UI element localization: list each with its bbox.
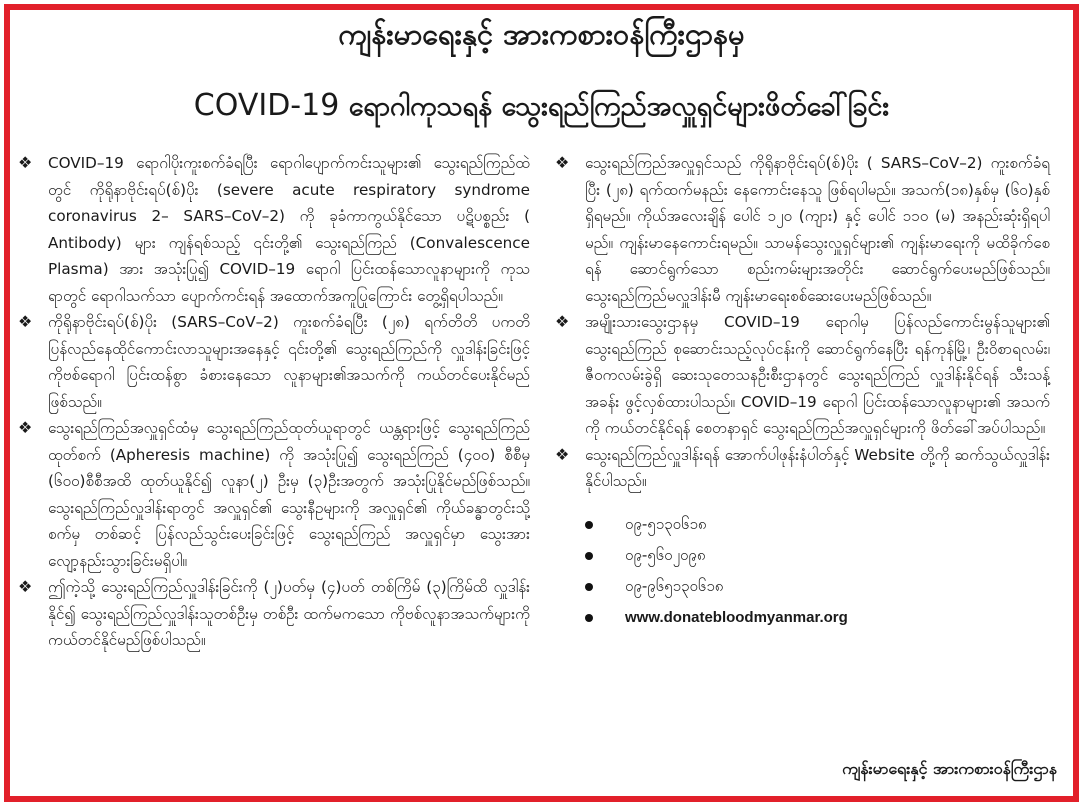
dot-bullet-icon — [585, 552, 593, 560]
diamond-bullet-icon: ❖ — [18, 577, 33, 596]
right-column — [555, 150, 1050, 633]
diamond-bullet-icon: ❖ — [555, 444, 570, 464]
diamond-bullet-icon: ❖ — [555, 153, 570, 172]
paragraph-item — [555, 309, 1050, 442]
paragraph-item — [18, 309, 530, 415]
paragraph-text: သွေးရည်ကြည်အလှူရှင်သည် ကိုရိုနာဗိုင်းရပ်(စ်)ပိုး ( SARS–CoV–2) ကူးစက်ခံရပြီး (၂၈) ရက်ထက်မနည်း နေကောင်းနေသူ ဖြစ်ရပါမည်။ အသက်(၁၈)နှစ်မှ (၆၀)နှစ် ရှိရမည်။ ကိုယ်အလေးချိန် ပေါင် ၁၂၀ (ကျား) နှင့် ပေါင် ၁၁၀ (မ) အနည်းဆုံးရှိရပါမည်။ ကျန်းမာနေကောင်းရမည်။ သာမန်သွေးလှူရှင်များ၏ ကျန်းမာရေးကို မထိခိုက်စေရန် ဆောင်ရွက်သော စည်းကမ်းများအတိုင်း ဆောင်ရွက်ပေးမည်ဖြစ်သည်။ သွေးရည်ကြည်မလှူဒါန်းမီ ကျန်းမာရေးစစ်ဆေးပေးမည်ဖြစ်သည်။ — [585, 154, 1050, 305]
dot-bullet-icon — [585, 614, 593, 622]
paragraph-text: ဤကဲ့သို့ သွေးရည်ကြည်လှူဒါန်းခြင်းကို (၂)ပတ်မှ (၄)ပတ် တစ်ကြိမ် (၃)ကြိမ်ထိ လှူဒါန်းနိုင်၍ သွေးရည်ကြည်လှူဒါန်းသူတစ်ဦးမှ တစ်ဦး ထက်မကသော ကိုဗစ်လူနာအသက်များကို ကယ်တင်နိုင်မည်ဖြစ်ပါသည်။ — [48, 578, 530, 649]
paragraph-text: သွေးရည်ကြည်လှူဒါန်းရန် အောက်ပါဖုန်းနံပါတ်နှင့် Website တို့ကို ဆက်သွယ်လှူဒါန်းနိုင်ပါသည်။ — [585, 445, 1050, 490]
paragraph-item — [555, 442, 1050, 495]
diamond-bullet-icon: ❖ — [555, 312, 570, 331]
paragraph-text: သွေးရည်ကြည်အလှူရှင်ထံမှ သွေးရည်ကြည်ထုတ်ယူရာတွင် ယန္တရားဖြင့် သွေးရည်ကြည်ထုတ်စက် (Apheresis machine) ကို အသုံးပြု၍ သွေးရည်ကြည် (၄၀၀) စီစီမှ (၆၀၀)စီစီအထိ ထုတ်ယူနိုင်၍ လူနာ(၂) ဦးမှ (၃)ဦးအတွက် အသုံးပြုနိုင်မည်ဖြစ်သည်။ သွေးရည်ကြည်လှူဒါန်းရာတွင် အလှူရှင်၏ သွေးနီဥများကို အလှူရှင်၏ ကိုယ်ခန္ဓာတွင်းသို့ စက်မှ တစ်ဆင့် ပြန်လည်သွင်းပေးခြင်းဖြင့် သွေးရည်ကြည် အလှူရှင်မှာ သွေးအား လျော့နည်းသွားခြင်းမရှိပါ။ — [48, 419, 530, 570]
phone-number[interactable] — [555, 571, 1050, 602]
issuer-signature: ကျန်းမာရေးနှင့် အားကစားဝန်ကြီးဌာန — [842, 759, 1057, 778]
phone-number-text: ၀၉-၅၆၀၂၀၉၈ — [625, 545, 706, 564]
phone-number-text: ၀၉-၅၁၃၀၆၁၈ — [625, 514, 707, 533]
diamond-bullet-icon: ❖ — [18, 418, 33, 437]
paragraph-item — [555, 150, 1050, 309]
page-title: ကျန်းမာရေးနှင့် အားကစားဝန်ကြီးဌာနမှ — [338, 17, 745, 51]
phone-number[interactable] — [555, 509, 1050, 540]
paragraph-item — [18, 150, 530, 309]
contact-list — [555, 509, 1050, 633]
diamond-bullet-icon: ❖ — [18, 153, 33, 172]
paragraph-text: COVID–19 ရောဂါပိုးကူးစက်ခံရပြီး ရောဂါပျောက်ကင်းသူများ၏ သွေးရည်ကြည်ထဲတွင် ကိုရိုနာဗိုင်းရပ်(စ်)ပိုး (severe acute respiratory syndrome coronavirus 2– SARS–CoV–2) ကို ခုခံကာကွယ်နိုင်သော ပဋိပစ္စည်း ( Antibody) များ ကျန်ရစ်သည့် ၎င်းတို့၏ သွေးရည်ကြည် (Convalescence Plasma) အား အသုံးပြု၍ COVID–19 ရောဂါ ပြင်းထန်သောလူနာများကို ကုသရာတွင် ရောဂါသက်သာ ပျောက်ကင်းရန် အထောက်အကူပြုကြောင်း တွေ့ရှိရပါသည်။ — [48, 154, 530, 305]
phone-number-text: ၀၉-၉၆၅၁၃၀၆၁၈ — [625, 576, 724, 595]
website-link[interactable] — [555, 602, 1050, 633]
left-column — [18, 150, 530, 654]
paragraph-item — [18, 574, 530, 654]
phone-number[interactable] — [555, 540, 1050, 571]
paragraph-text: ကိုရိုနာဗိုင်းရပ်(စ်)ပိုး (SARS–CoV–2) ကူးစက်ခံရပြီး (၂၈) ရက်တိတိ ပကတိ ပြန်လည်နေထိုင်ကောင်းလာသူများအနေနှင့် ၎င်းတို့၏ သွေးရည်ကြည်ကို လှူဒါန်းခြင်းဖြင့် ကိုဗစ်ရောဂါ ပြင်းထန်စွာ ခံစားနေသော လူနာများ၏အသက်ကို ကယ်တင်ပေးနိုင်မည်ဖြစ်သည်။ — [48, 313, 530, 411]
dot-bullet-icon — [585, 583, 593, 591]
diamond-bullet-icon: ❖ — [18, 312, 33, 331]
page-subtitle — [0, 86, 1083, 127]
subtitle-covid-label: COVID-19 — [193, 88, 340, 123]
subtitle-text: ရောဂါကုသရန် သွေးရည်ကြည်အလှူရှင်များဖိတ်ခေါ်ခြင်း — [339, 91, 890, 122]
paragraph-text: အမျိုးသားသွေးဌာနမှ COVID–19 ရောဂါမှ ပြန်လည်ကောင်းမွန်သူများ၏ သွေးရည်ကြည် စုဆောင်းသည့်လုပ်ငန်းကို ဆောင်ရွက်နေပြီး ရန်ကုန်မြို့၊ ဦးဝိစာရလမ်း၊ ဇီဝကလမ်းခွဲရှိ ဆေးသုတေသနဦးစီးဌာနတွင် သွေးရည်ကြည် လှူဒါန်းနိုင်ရန် သီးသန့်အခန်း ဖွင့်လှစ်ထားပါသည်။ COVID–19 ရောဂါ ပြင်းထန်သောလူနာများ၏ အသက်ကို ကယ်တင်နိုင်ရန် စေတနာရှင် သွေးရည်ကြည်အလှူရှင်များကို ဖိတ်ခေါ်အပ်ပါသည်။ — [585, 313, 1050, 437]
paragraph-item — [18, 415, 530, 574]
dot-bullet-icon — [585, 521, 593, 529]
website-link-text[interactable]: www.donatebloodmyanmar.org — [625, 608, 848, 626]
